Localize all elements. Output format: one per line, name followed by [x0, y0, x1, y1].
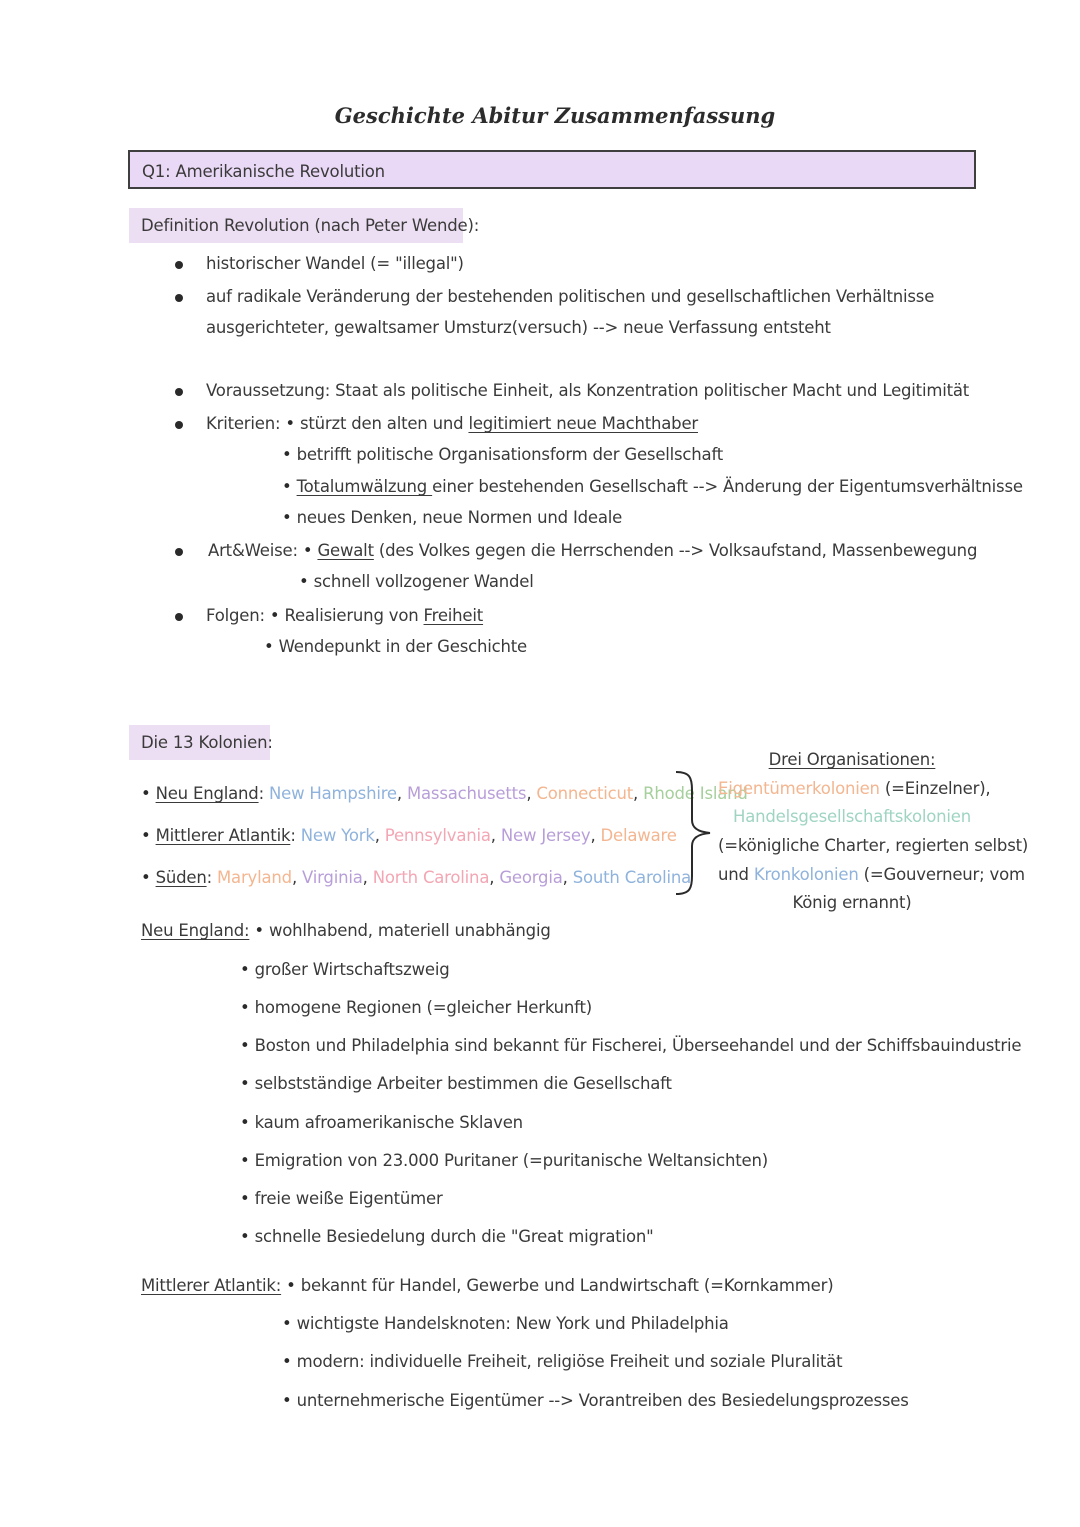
folge-2: [264, 637, 527, 656]
section-header-text: Q1: Amerikanische Revolution: [142, 162, 385, 181]
kriterium-4-text: neues Denken, neue Normen und Ideale: [296, 508, 623, 527]
definition-bullet-1: historischer Wandel (= "illegal"): [206, 254, 464, 273]
neu-england-item: • kaum afroamerikanische Sklaven: [240, 1113, 523, 1132]
colony-georgia: Georgia: [499, 868, 563, 887]
neu-england-item: • selbstständige Arbeiter bestimmen die Gesellschaft: [240, 1074, 672, 1093]
neu-england-section-label: Neu England:: [141, 921, 250, 940]
colony-new-jersey: New Jersey: [500, 826, 591, 845]
bullet-icon: [175, 294, 183, 302]
kriterium-3: [282, 477, 1023, 496]
neu-england-line-1: [141, 921, 551, 940]
colony-new-hampshire: New Hampshire: [268, 784, 397, 803]
organisationen-line-4-rest: (=Gouverneur; vom: [858, 865, 1025, 884]
definition-bullet-2-line-1: auf radikale Veränderung der bestehenden politischen und gesellschaftlichen Verhältnisse: [206, 287, 935, 306]
kriterium-3-text: einer bestehenden Gesellschaft --> Änderung der Eigentumsverhältnisse: [432, 477, 1023, 496]
kriterium-1-underlined: legitimiert neue Machthaber: [468, 414, 698, 433]
art-weise-1: [303, 541, 977, 560]
definition-heading: Definition Revolution (nach Peter Wende):: [129, 208, 463, 243]
colony-south-carolina: South Carolina: [572, 868, 692, 887]
art-weise-1-text: (des Volkes gegen die Herrschenden --> Volksaufstand, Massenbewegung: [373, 541, 978, 560]
curly-brace-icon: [672, 770, 718, 896]
colony-virginia: Virginia: [302, 868, 363, 887]
colony-massachusetts: Massachusetts: [406, 784, 527, 803]
mittlerer-atlantik-item: • unternehmerische Eigentümer --> Vorantreiben des Besiedelungsprozesses: [282, 1391, 909, 1410]
bullet-icon: [175, 421, 183, 429]
kriterium-4: [282, 508, 622, 527]
kronkolonien: Kronkolonien: [753, 865, 859, 884]
page-title: Geschichte Abitur Zusammenfassung: [334, 103, 776, 128]
kriterium-1: [285, 414, 698, 433]
art-weise-2-text: schnell vollzogener Wandel: [313, 572, 534, 591]
neu-england-label: Neu England: [155, 784, 259, 803]
organisationen-line-4-pre: und: [718, 865, 754, 884]
mittlerer-atlantik-item: • bekannt für Handel, Gewerbe und Landwirtschaft (=Kornkammer): [286, 1276, 833, 1295]
handelsgesellschaftskolonien: Handelsgesellschaftskolonien: [733, 807, 971, 826]
neu-england-item: • schnelle Besiedelung durch die "Great migration": [240, 1227, 654, 1246]
folge-1: [270, 606, 483, 625]
organisationen-line-5: König ernannt): [792, 893, 912, 912]
bullet-icon: [175, 388, 183, 396]
bullet-icon: [175, 261, 183, 269]
bullet-icon: [175, 613, 183, 621]
art-weise-label: Art&Weise:: [208, 541, 298, 560]
colony-north-carolina: North Carolina: [372, 868, 490, 887]
folge-1-text: Realisierung von: [284, 606, 424, 625]
organisationen-line-1: [718, 779, 991, 798]
neu-england-item: • homogene Regionen (=gleicher Herkunft): [240, 998, 592, 1017]
neu-england-item: • großer Wirtschaftszweig: [240, 960, 450, 979]
kolonien-heading: Die 13 Kolonien:: [129, 725, 270, 760]
bullet-icon: [175, 548, 183, 556]
kriterien-label: Kriterien:: [206, 414, 281, 433]
kriterium-1-text: stürzt den alten und: [299, 414, 469, 433]
section-header: [128, 150, 976, 189]
neu-england-item: • Emigration von 23.000 Puritaner (=puritanische Weltansichten): [240, 1151, 768, 1170]
art-weise-1-underlined: Gewalt: [317, 541, 374, 560]
kriterium-2: [282, 445, 723, 464]
folge-2-text: Wendepunkt in der Geschichte: [278, 637, 527, 656]
kriterium-3-underlined: Totalumwälzung: [296, 477, 433, 496]
colony-maryland: Maryland: [217, 868, 292, 887]
organisationen-line-1-rest: (=Einzelner),: [879, 779, 991, 798]
neu-england-item: • Boston und Philadelphia sind bekannt für Fischerei, Überseehandel und der Schiffsbauindustrie: [240, 1036, 1021, 1055]
bullet-marker: [141, 868, 156, 887]
colony-pennsylvania: Pennsylvania: [384, 826, 491, 845]
colony-new-york: New York: [300, 826, 375, 845]
kriterien-line-1: [206, 414, 698, 433]
folgen-line-1: [206, 606, 483, 625]
colony-rhode-island: Rhode Island: [643, 784, 748, 803]
mittlerer-atlantik-label: Mittlerer Atlantik: [155, 826, 291, 845]
art-weise-line-1: [208, 541, 977, 560]
definition-bullet-2-line-2: ausgerichteter, gewaltsamer Umsturz(versuch) --> neue Verfassung entsteht: [206, 318, 831, 337]
bullet-marker: [141, 784, 156, 803]
folge-1-underlined: Freiheit: [423, 606, 484, 625]
mittlerer-atlantik-item: • modern: individuelle Freiheit, religiöse Freiheit und soziale Pluralität: [282, 1352, 842, 1371]
neu-england-colonies: • Neu England: New Hampshire, Massachusetts, Connecticut, Rhode Island: [141, 784, 748, 803]
sueden-colonies: • Süden: Maryland, Virginia, North Carolina, Georgia, South Carolina: [141, 868, 691, 887]
neu-england-item: • freie weiße Eigentümer: [240, 1189, 443, 1208]
voraussetzung: Voraussetzung: Staat als politische Einheit, als Konzentration politischer Macht und Legitimität: [206, 381, 970, 400]
art-weise-2: [299, 572, 534, 591]
mittlerer-atlantik-colonies: • Mittlerer Atlantik: New York, Pennsylvania, New Jersey, Delaware: [141, 826, 677, 845]
neu-england-item: • wohlhabend, materiell unabhängig: [254, 921, 550, 940]
kriterium-2-text: betrifft politische Organisationsform der Gesellschaft: [296, 445, 724, 464]
organisationen-heading: Drei Organisationen:: [768, 750, 936, 769]
organisationen-line-3: (=königliche Charter, regierten selbst): [718, 836, 1029, 855]
mittlerer-atlantik-item: • wichtigste Handelsknoten: New York und Philadelphia: [282, 1314, 729, 1333]
sueden-label: Süden: [155, 868, 207, 887]
folgen-label: Folgen:: [206, 606, 265, 625]
mittlerer-atlantik-section-label: Mittlerer Atlantik:: [141, 1276, 282, 1295]
organisationen-heading-wrap: [718, 750, 986, 769]
organisationen-line-4: [718, 865, 1025, 884]
eigentuemerkolonien: Eigentümerkolonien: [718, 779, 880, 798]
colony-connecticut: Connecticut: [536, 784, 634, 803]
mittlerer-atlantik-line-1: [141, 1276, 833, 1295]
colony-delaware: Delaware: [600, 826, 677, 845]
bullet-marker: [141, 826, 156, 845]
